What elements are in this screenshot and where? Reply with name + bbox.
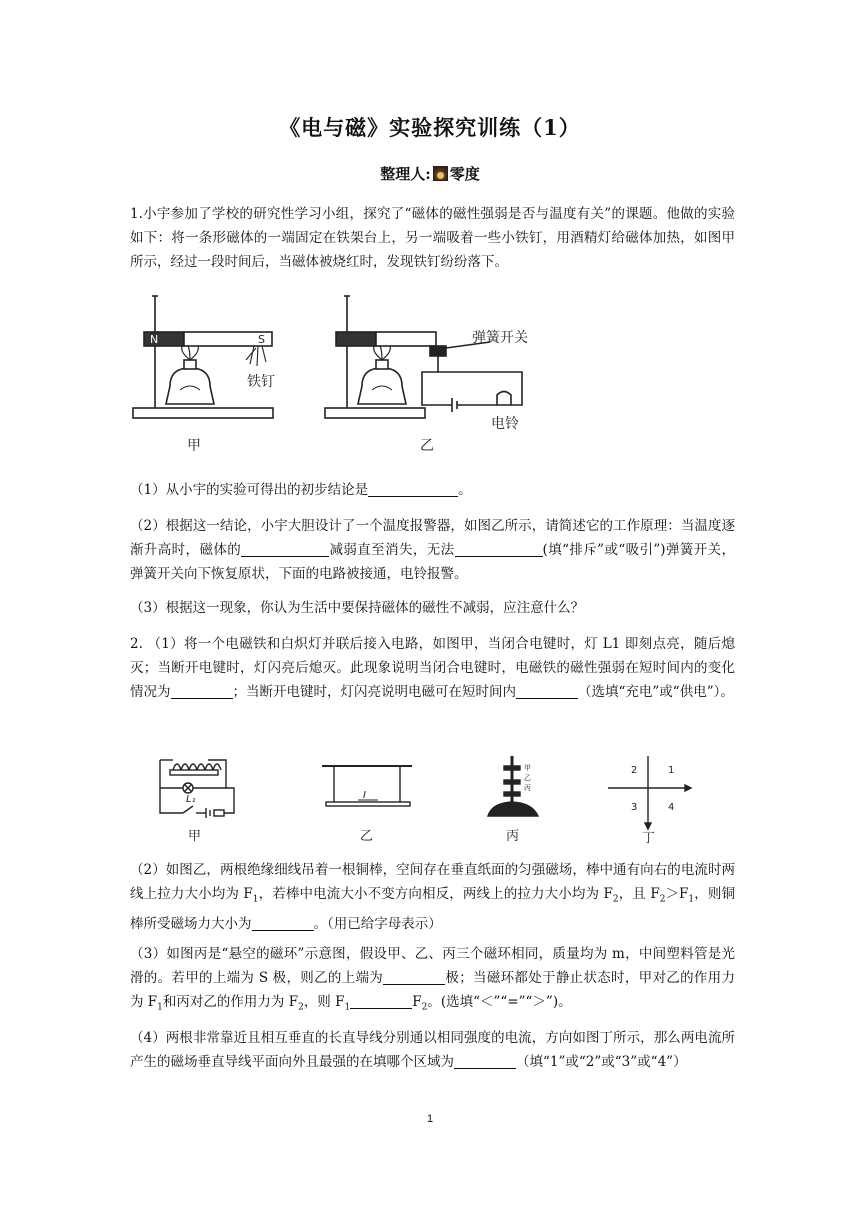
author-avatar-icon — [433, 166, 448, 181]
q2-part4-answer-blank[interactable] — [454, 1054, 516, 1069]
q1-part1-answer-blank[interactable] — [368, 482, 458, 497]
q2-part2: （2）如图乙，两根绝缘细线吊着一根铜棒，空间存在垂直纸面的匀强磁场，棒中通有向右的电流时两线上拉力大小均为 $F_1$，若棒中电流大小不变方向相反，两线上的拉力大小均为 $F_2$，且 $F_2>F_1$，则铜棒所受磁场力大小为 。（用已给字母表示） — [130, 862, 735, 932]
q2-part3-answer-blank-2[interactable] — [350, 994, 412, 1009]
q1-part2: （2）根据这一结论，小宇大胆设计了一个温度报警器，如图乙所示，请简述它的工作原理：当温度逐渐升高时，磁体的 减弱直至消失，无法 (填“排斥”或“吸引”)弹簧开关，弹簧开关向下恢复原状，下面的电路被接通，电铃报警。 — [130, 518, 736, 582]
page-title: 《电与磁》实验探究训练（1） — [279, 115, 581, 140]
q2-fig-yi-label: 乙 — [360, 829, 374, 844]
q1-part2-answer-blank-1[interactable] — [241, 542, 329, 557]
page-number: 1 — [426, 1113, 434, 1125]
q2-fig-ring-bing: 丙 — [524, 784, 531, 792]
q2-fig-quadrant-2: 2 — [631, 765, 638, 776]
q2-part3: （3）如图丙是“悬空的磁环”示意图，假设甲、乙、丙三个磁环相同，质量均为 m，中间塑料管是光滑的。若甲的上端为 S 极，则乙的上端为 极；当磁环都处于静止状态时，甲对乙的作用力为 $F_1$和丙对乙的作用力为 $F_2$，则 $F_1$ $F_2$。(选填“＜”“=”“＞”)。 — [130, 946, 735, 1013]
q2-fig-bing-label: 丙 — [506, 829, 520, 844]
q2-part4: （4）两根非常靠近且相互垂直的长直导线分别通以相同强度的电流，方向如图丁所示，那么两电流所产生的磁场垂直导线平面向外且最强的在填哪个区域为 （填“1”或“2”或“3”或“4”） — [130, 1030, 735, 1070]
q2-part1-answer-blank-2[interactable] — [516, 684, 578, 699]
q1-part1: （1）从小宇的实验可得出的初步结论是 。 — [130, 482, 472, 498]
author-name: 零度 — [449, 165, 480, 183]
q2-part1: 2. （1）将一个电磁铁和白炽灯并联后接入电路，如图甲，当闭合电键时，灯 L1 即刻点亮，随后熄灭；当断开电键时，灯闪亮后熄灭。此现象说明当闭合电键时，电磁铁的磁性强弱在短时间内的变化情况为 ；当断开电键时，灯闪亮说明电磁可在短时间内 （选填“充电”或“供电”）。 — [130, 636, 735, 700]
q2-part1-answer-blank-1[interactable] — [171, 684, 233, 699]
q2-fig-ring-jia: 甲 — [524, 764, 531, 772]
q2-fig-jia-label: 甲 — [188, 829, 202, 844]
q2-fig-quadrant-1: 1 — [668, 765, 675, 776]
q1-fig-n-label: N — [150, 333, 159, 346]
q2-fig-current-label: I — [363, 790, 366, 801]
q1-part3: （3）根据这一现象，你认为生活中要保持磁体的磁性不减弱，应注意什么？ — [130, 600, 585, 616]
q1-fig-nails-label: 铁钉 — [247, 374, 275, 390]
q2-part3-answer-blank-1[interactable] — [383, 970, 445, 985]
q1-fig-switch-label: 弹簧开关 — [472, 330, 528, 346]
q1-intro: 1.小宇参加了学校的研究性学习小组，探究了“磁体的磁性强弱是否与温度有关”的课题。他做的实验如下：将一条形磁体的一端固定在铁架台上，另一端吸着一些小铁钉，用酒精灯给磁体加热，如图甲所示，经过一段时间后，当磁体被烧红时，发现铁钉纷纷落下。 — [130, 206, 735, 270]
author-prefix: 整理人: — [380, 165, 431, 183]
q1-fig-s-label: S — [258, 333, 265, 346]
q1-fig-yi-label: 乙 — [420, 438, 434, 454]
author-line — [0, 163, 860, 184]
q2-fig-ding-label: 丁 — [642, 831, 656, 846]
q1-fig-bell-label: 电铃 — [491, 416, 519, 432]
q1-figure — [130, 290, 570, 465]
q2-figure — [148, 748, 708, 848]
q2-fig-quadrant-3: 3 — [631, 802, 638, 813]
q2-fig-l1-label: L₁ — [186, 794, 196, 805]
q2-part2-answer-blank[interactable] — [252, 916, 314, 931]
q1-part2-answer-blank-2[interactable] — [455, 542, 543, 557]
q1-fig-jia-label: 甲 — [187, 438, 201, 454]
q2-fig-ring-yi: 乙 — [524, 774, 531, 782]
q2-fig-quadrant-4: 4 — [668, 802, 675, 813]
